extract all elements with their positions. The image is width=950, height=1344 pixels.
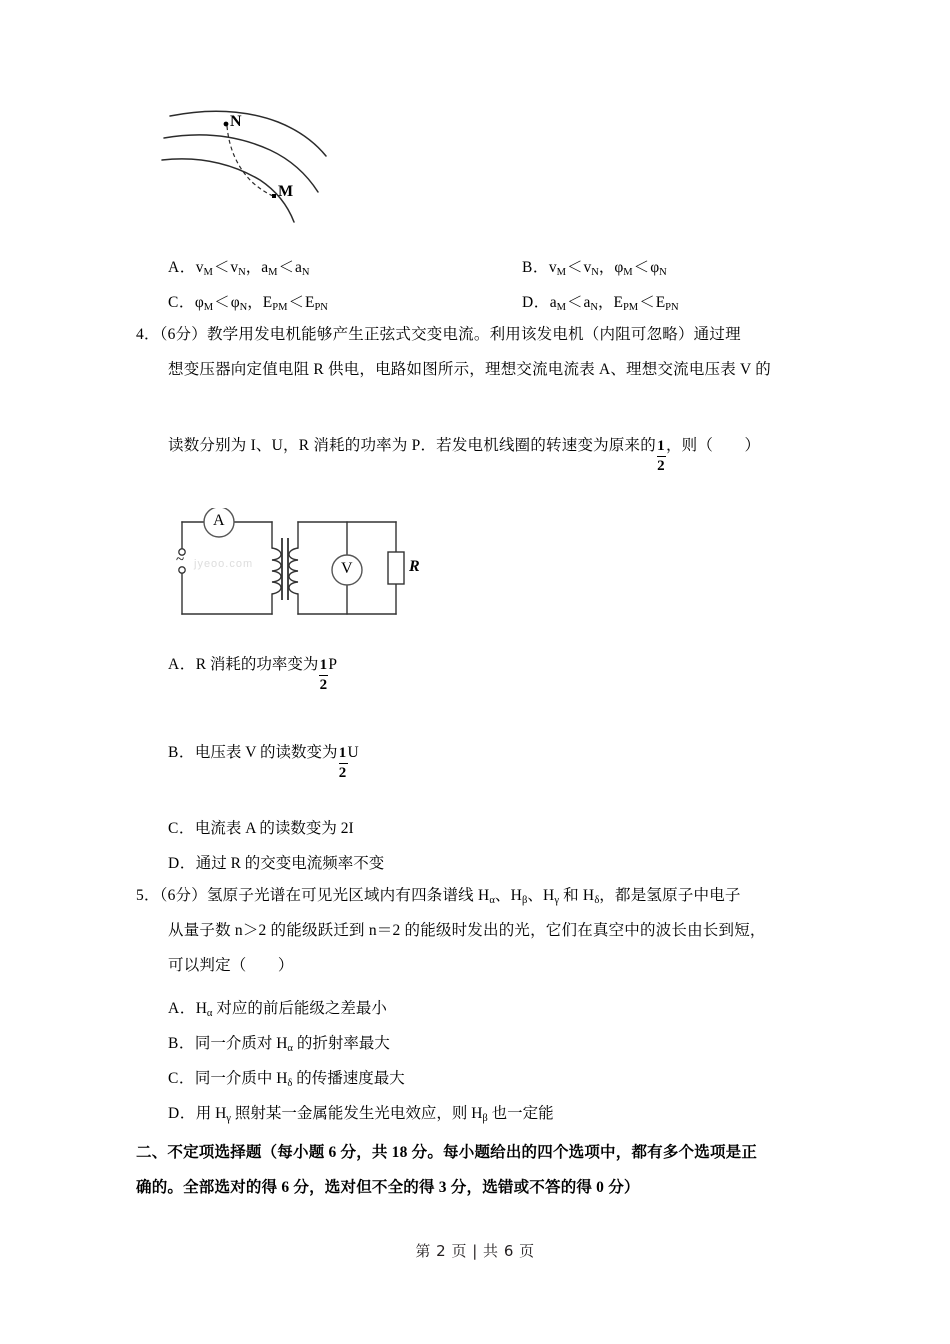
- section-two-line-2: [136, 1175, 640, 1197]
- q4-line-2: [168, 362, 771, 378]
- field-line-2: [164, 135, 318, 192]
- voltmeter-label: V: [341, 560, 353, 577]
- q5-line-2: [168, 923, 766, 939]
- q4-points: （6分）: [159, 326, 207, 343]
- q5-option-d-label: D．: [168, 1105, 196, 1122]
- q5-option-b-text: 同一介质对 $H_\alpha$ 的折射率最大: [194, 1035, 390, 1054]
- q3-option-a-label: A．: [168, 259, 196, 276]
- q4-option-b-fraction-denominator: 2: [338, 765, 347, 781]
- page-number-text: 第 2 页 | 共 6 页: [415, 1242, 535, 1260]
- ac-source-symbol: ~: [176, 552, 185, 568]
- q5-line-3: [168, 958, 294, 974]
- q5-line3-text: 可以判定（ ）: [168, 957, 294, 974]
- q5-option-c-label: C．: [168, 1070, 195, 1087]
- q5-line1-text: 氢原子光谱在可见光区域内有四条谱线 $H_\alpha$、$H_\beta$、$H_\gamma$ 和 $H_\delta$，都是氢原子中电子: [206, 887, 741, 906]
- q4-option-a-fraction-numerator: 1: [319, 657, 328, 673]
- q4-option-a-post: P: [328, 656, 338, 673]
- q4-line2-text: 想变压器向定值电阻 R 供电，电路如图所示，理想交流电流表 A、理想交流电压表 V 的: [168, 361, 771, 378]
- q4-option-b-post: U: [347, 744, 359, 761]
- primary-coil: [272, 548, 281, 594]
- q4-option-c-label: C．: [168, 820, 195, 837]
- q5-option-d-text: 用 $H_\gamma$ 照射某一金属能发生光电效应，则 $H_\beta$ 也一定能: [195, 1105, 554, 1124]
- ammeter-label: A: [213, 512, 225, 529]
- q5-option-a-label: A．: [168, 1000, 196, 1017]
- q4-line3-pre: 读数分别为 I、U，R 消耗的功率为 P．若发电机线圈的转速变为原来的: [168, 437, 656, 454]
- q4-fraction-denominator: 2: [657, 458, 665, 474]
- q5-option-a[interactable]: [168, 996, 387, 1019]
- point-m-marker: [272, 194, 276, 198]
- q4-option-c-text: 电流表 A 的读数变为 2I: [194, 820, 354, 837]
- q4-line1-text: 教学用发电机能够产生正弦式交变电流。利用该发电机（内阻可忽略）通过理: [206, 326, 741, 343]
- section-two-line-1: [136, 1140, 757, 1162]
- secondary-coil: [289, 548, 298, 594]
- point-m-label: M: [278, 183, 294, 200]
- q5-option-a-text: $H_\alpha$ 对应的前后能级之差最小: [195, 1000, 387, 1019]
- q4-option-a[interactable]: [168, 652, 338, 693]
- q4-number: 4．: [136, 326, 160, 343]
- q4-fraction-numerator: 1: [657, 438, 665, 454]
- q3-option-d-label: D．: [522, 294, 550, 311]
- field-line-1: [170, 111, 326, 156]
- q4-line-1: [136, 327, 741, 343]
- q4-option-a-pre: R 消耗的功率变为: [195, 656, 319, 673]
- q4-option-b-fraction-numerator: 1: [338, 745, 347, 761]
- transformer-circuit-figure: [172, 508, 420, 628]
- q5-option-c-text: 同一介质中 $H_\delta$ 的传播速度最大: [194, 1070, 405, 1089]
- q4-option-d-text: 通过 R 的交变电流频率不变: [195, 855, 385, 872]
- q5-points: （6分）: [159, 887, 207, 904]
- section-two-line2-text: 确的。全部选对的得 6 分，选对但不全的得 3 分，选错或不答的得 0 分）: [136, 1179, 640, 1196]
- q5-line-1: [136, 888, 741, 906]
- point-n-label: N: [230, 113, 242, 130]
- resistor-box: [388, 552, 404, 584]
- page-footer: [0, 1240, 950, 1261]
- q4-option-b[interactable]: [168, 740, 359, 781]
- q3-option-c[interactable]: [168, 290, 328, 313]
- q5-number: 5．: [136, 887, 160, 904]
- field-line-svg: [160, 88, 340, 223]
- q4-option-a-fraction: [318, 657, 328, 693]
- watermark-text: jyeoo.com: [194, 558, 254, 570]
- q3-option-b[interactable]: [522, 255, 667, 278]
- q5-option-b[interactable]: [168, 1031, 390, 1054]
- q3-option-a[interactable]: [168, 255, 309, 278]
- q4-line-3: [168, 437, 761, 474]
- point-n-marker: [224, 122, 229, 127]
- q5-option-d[interactable]: [168, 1101, 554, 1124]
- q4-option-d[interactable]: [168, 851, 384, 873]
- q4-option-b-pre: 电压表 V 的读数变为: [194, 744, 338, 761]
- q3-option-d[interactable]: [522, 290, 679, 313]
- q4-fraction-one-half: [656, 438, 666, 474]
- q5-line2-text: 从量子数 n＞2 的能级跃迁到 n＝2 的能级时发出的光，它们在真空中的波长由长到短，: [168, 922, 766, 939]
- q4-option-a-fraction-denominator: 2: [319, 677, 328, 693]
- field-line-3: [162, 159, 294, 222]
- q5-option-c[interactable]: [168, 1066, 405, 1089]
- q4-option-b-fraction: [338, 745, 348, 781]
- q4-option-c[interactable]: [168, 816, 354, 838]
- q4-option-d-label: D．: [168, 855, 196, 872]
- q5-option-b-label: B．: [168, 1035, 195, 1052]
- q4-option-a-label: A．: [168, 656, 196, 673]
- q4-option-b-label: B．: [168, 744, 195, 761]
- q3-option-d-text: $a_M<a_N$，$E_{PM}<E_{PN}$: [549, 294, 679, 313]
- section-two-line1-text: 二、不定项选择题（每小题 6 分，共 18 分。每小题给出的四个选项中，都有多个选项是正: [136, 1144, 758, 1161]
- resistor-label: R: [409, 558, 420, 575]
- dashed-path-n-to-m: [227, 126, 273, 196]
- q3-option-c-text: $\varphi_M<\varphi_N$，$E_{PM}<E_{PN}$: [194, 294, 328, 313]
- q3-option-c-label: C．: [168, 294, 195, 311]
- equipotential-field-line-figure: [160, 88, 340, 223]
- q3-option-b-text: $v_M<v_N$，$\varphi_M<\varphi_N$: [548, 259, 667, 278]
- q3-option-b-label: B．: [522, 259, 549, 276]
- q4-line3-post: ，则（ ）: [665, 437, 761, 454]
- q3-option-a-text: $v_M<v_N$，$a_M<a_N$: [195, 259, 310, 278]
